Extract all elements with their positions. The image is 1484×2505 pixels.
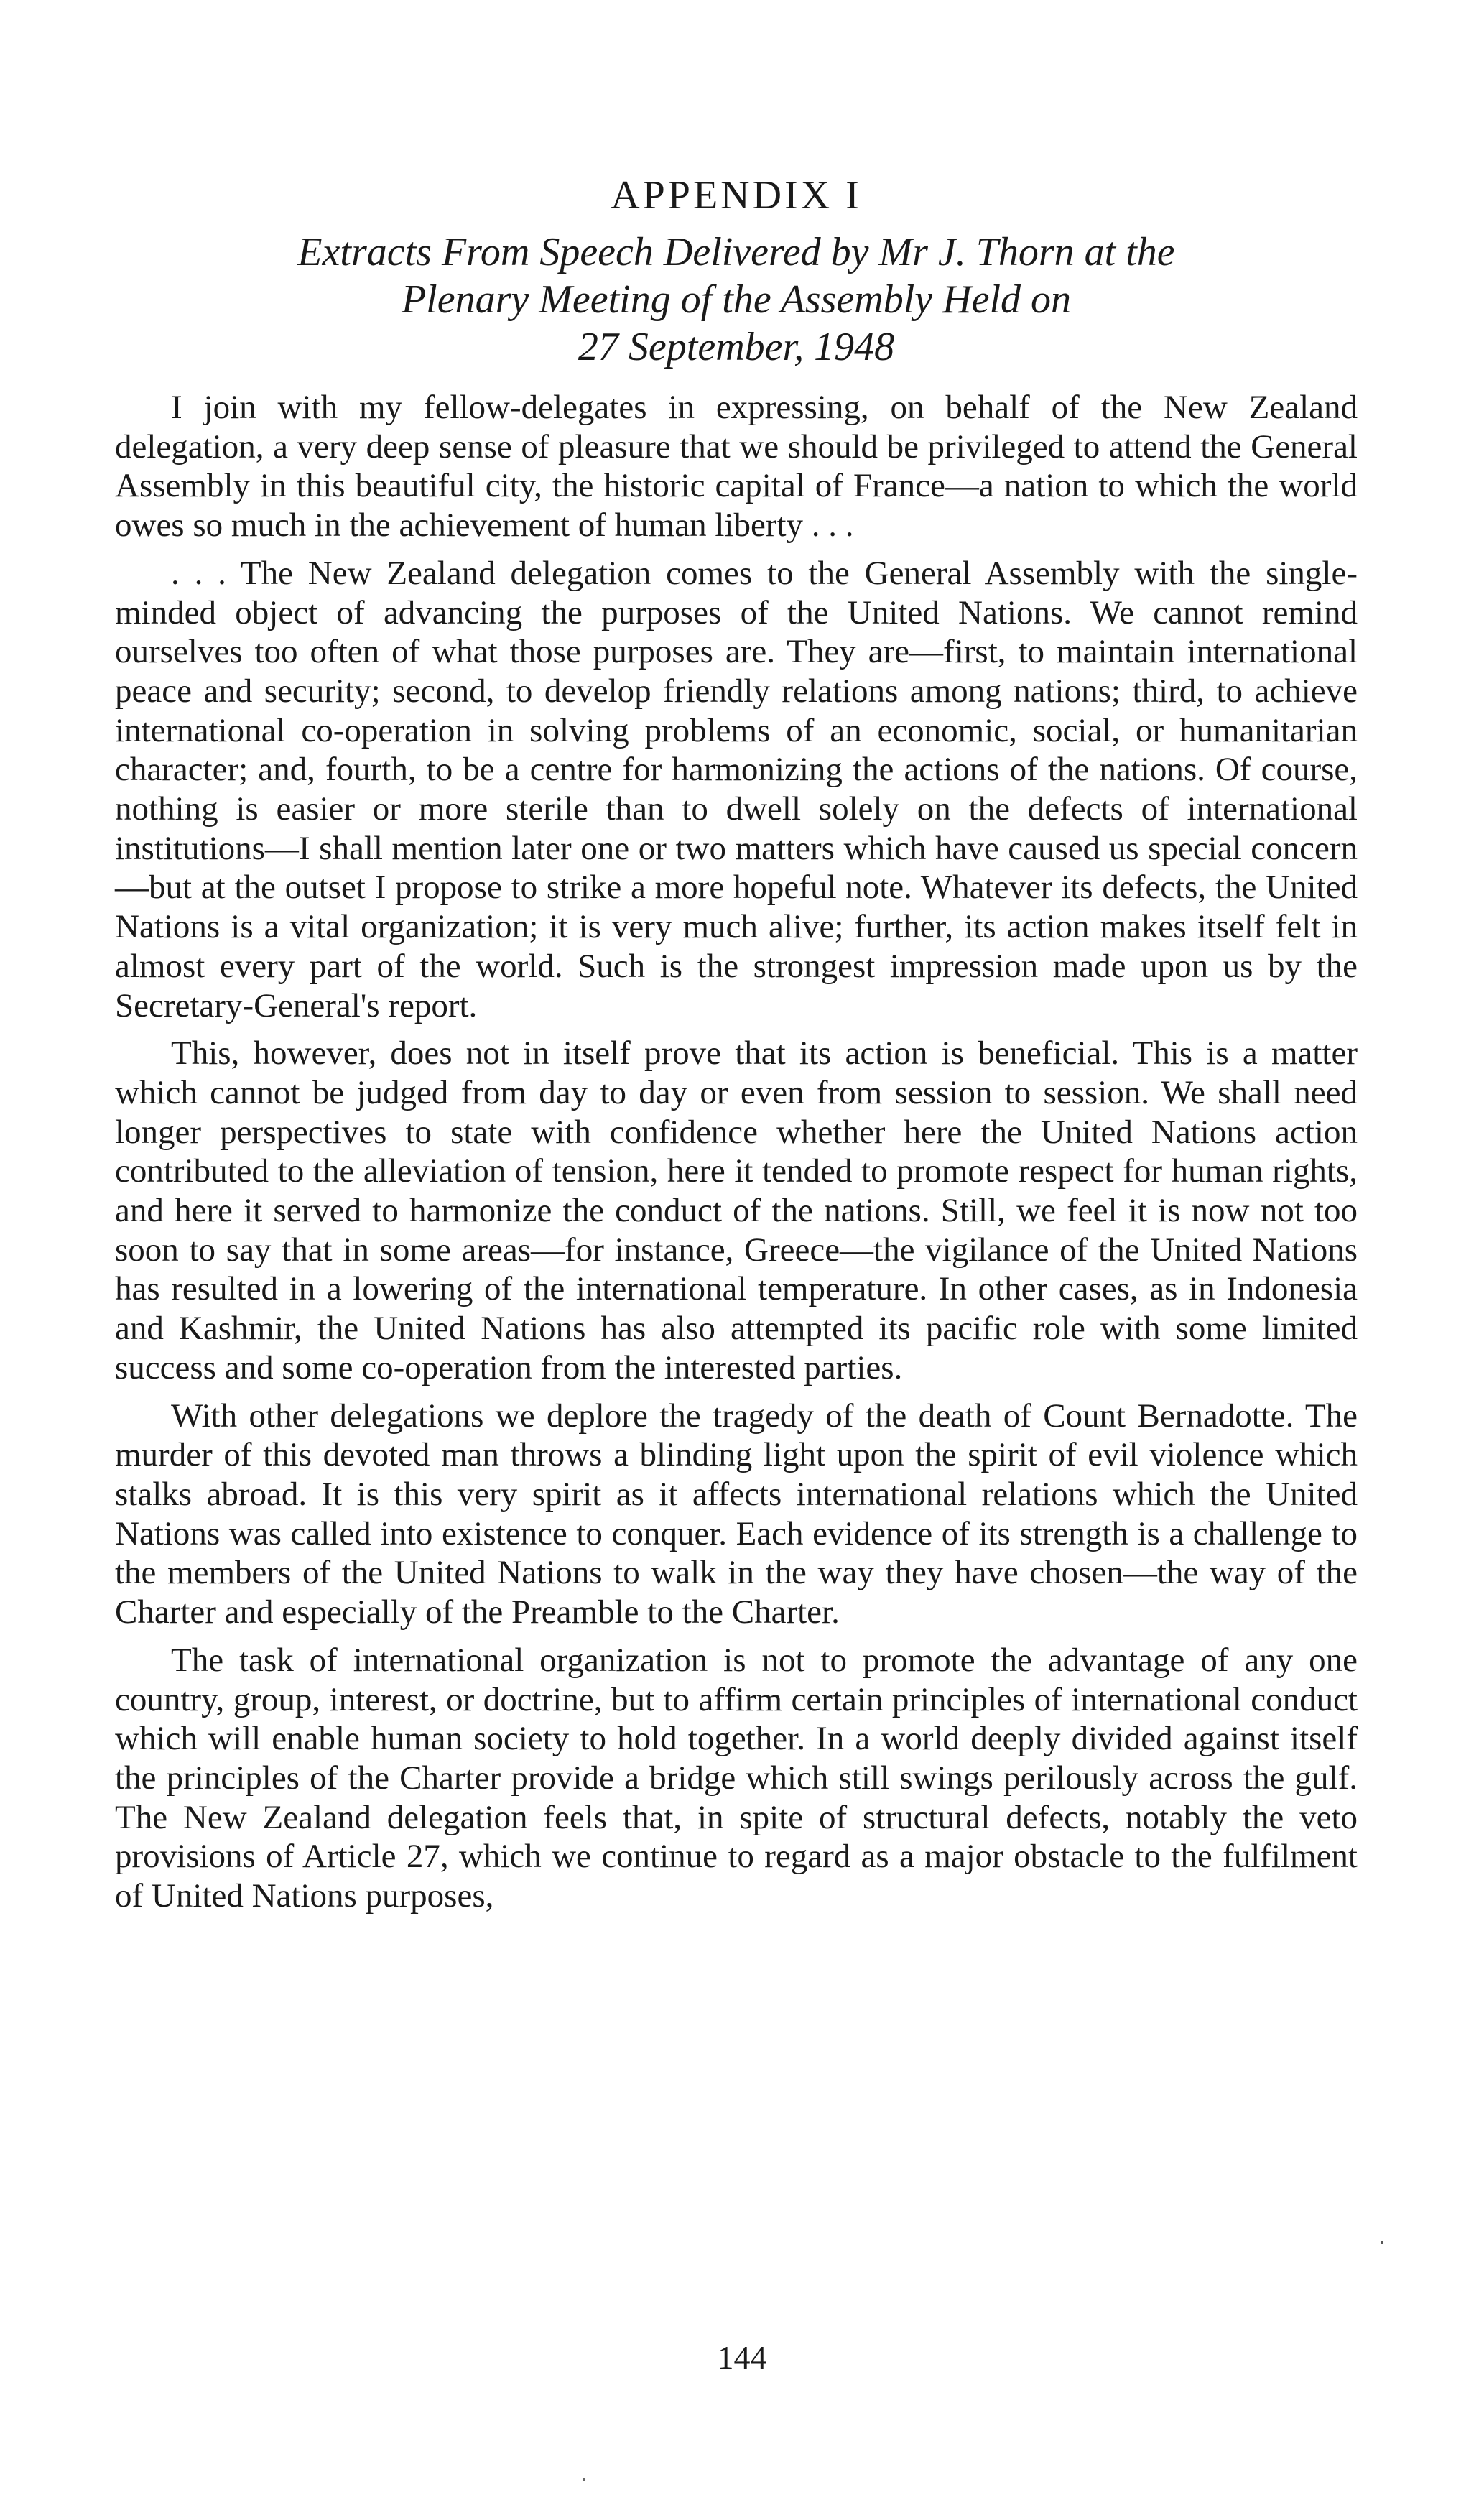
paragraph: . . . The New Zealand delegation comes to the General Assembly with the single-minded object of advancing the purposes of the United Nations. We cannot remind ourselves too often of what those purposes are. They are—first, to maintain international peace and security; second, to develop friendly relations among nations; third, to achieve international co-operation in solving problems of an economic, social, or humanitarian character; and, fourth, to be a centre for harmonizing the actions of the nations. Of course, nothing is easier or more sterile than to dwell solely on the defects of international institutions—I shall mention later one or two matters which have caused us special concern—but at the outset I propose to strike a more hopeful note. Whatever its defects, the United Nations is a vital organization; it is very much alive; further, its action makes itself felt in almost every part of the world. Such is the strongest impression made upon us by the Secretary-General's report. [115, 554, 1358, 1024]
speech-subtitle [115, 228, 1358, 371]
paragraph: With other delegations we deplore the tragedy of the death of Count Bernadotte. The murder of this devoted man throws a blinding light upon the spirit of evil violence which stalks abroad. It is this very spirit as it affects international relations which the United Nations was called into existence to conquer. Each evidence of its strength is a challenge to the members of the United Nations to walk in the way they have chosen—the way of the Charter and especially of the Preamble to the Charter. [115, 1397, 1358, 1631]
appendix-title: APPENDIX I [611, 173, 862, 218]
paragraph: This, however, does not in itself prove that its action is beneficial. This is a matter which cannot be judged from day to day or even from session to session. We shall need longer perspectives to state with confidence whether here the United Nations action contributed to the alleviation of tension, here it tended to promote respect for human rights, and here it served to harmonize the conduct of the nations. Still, we feel it is now not too soon to say that in some areas—for instance, Greece—the vigilance of the United Nations has resulted in a lowering of the international temperature. In other cases, as in Indonesia and Kashmir, the United Nations has also attempted its pacific role with some limited success and some co-operation from the interested parties. [115, 1034, 1358, 1386]
print-speck [1381, 2241, 1383, 2244]
paragraph: I join with my fellow-delegates in expressing, on behalf of the New Zealand delegation, a very deep sense of pleasure that we should be privileged to attend the General Assembly in this beautiful city, the historic capital of France—a nation to which the world owes so much in the achievement of human liberty . . . [115, 389, 1358, 545]
subtitle-line-2: Plenary Meeting of the Assembly Held on [401, 277, 1072, 322]
page-body [115, 172, 1358, 1916]
paragraph: The task of international organization is not to promote the advantage of any one country, group, interest, or doctrine, but to affirm certain principles of international conduct which will enable human society to hold together. In a world deeply divided against itself the principles of the Charter provide a bridge which still swings perilously across the gulf. The New Zealand delegation feels that, in spite of structural defects, notably the veto provisions of Article 27, which we continue to regard as a major obstacle to the fulfilment of United Nations purposes, [115, 1641, 1358, 1915]
subtitle-line-3: 27 September, 1948 [578, 325, 895, 369]
print-speck [583, 2478, 585, 2481]
page-number: 144 [717, 2339, 767, 2376]
subtitle-line-1: Extracts From Speech Delivered by Mr J. Thorn at the [297, 230, 1175, 274]
